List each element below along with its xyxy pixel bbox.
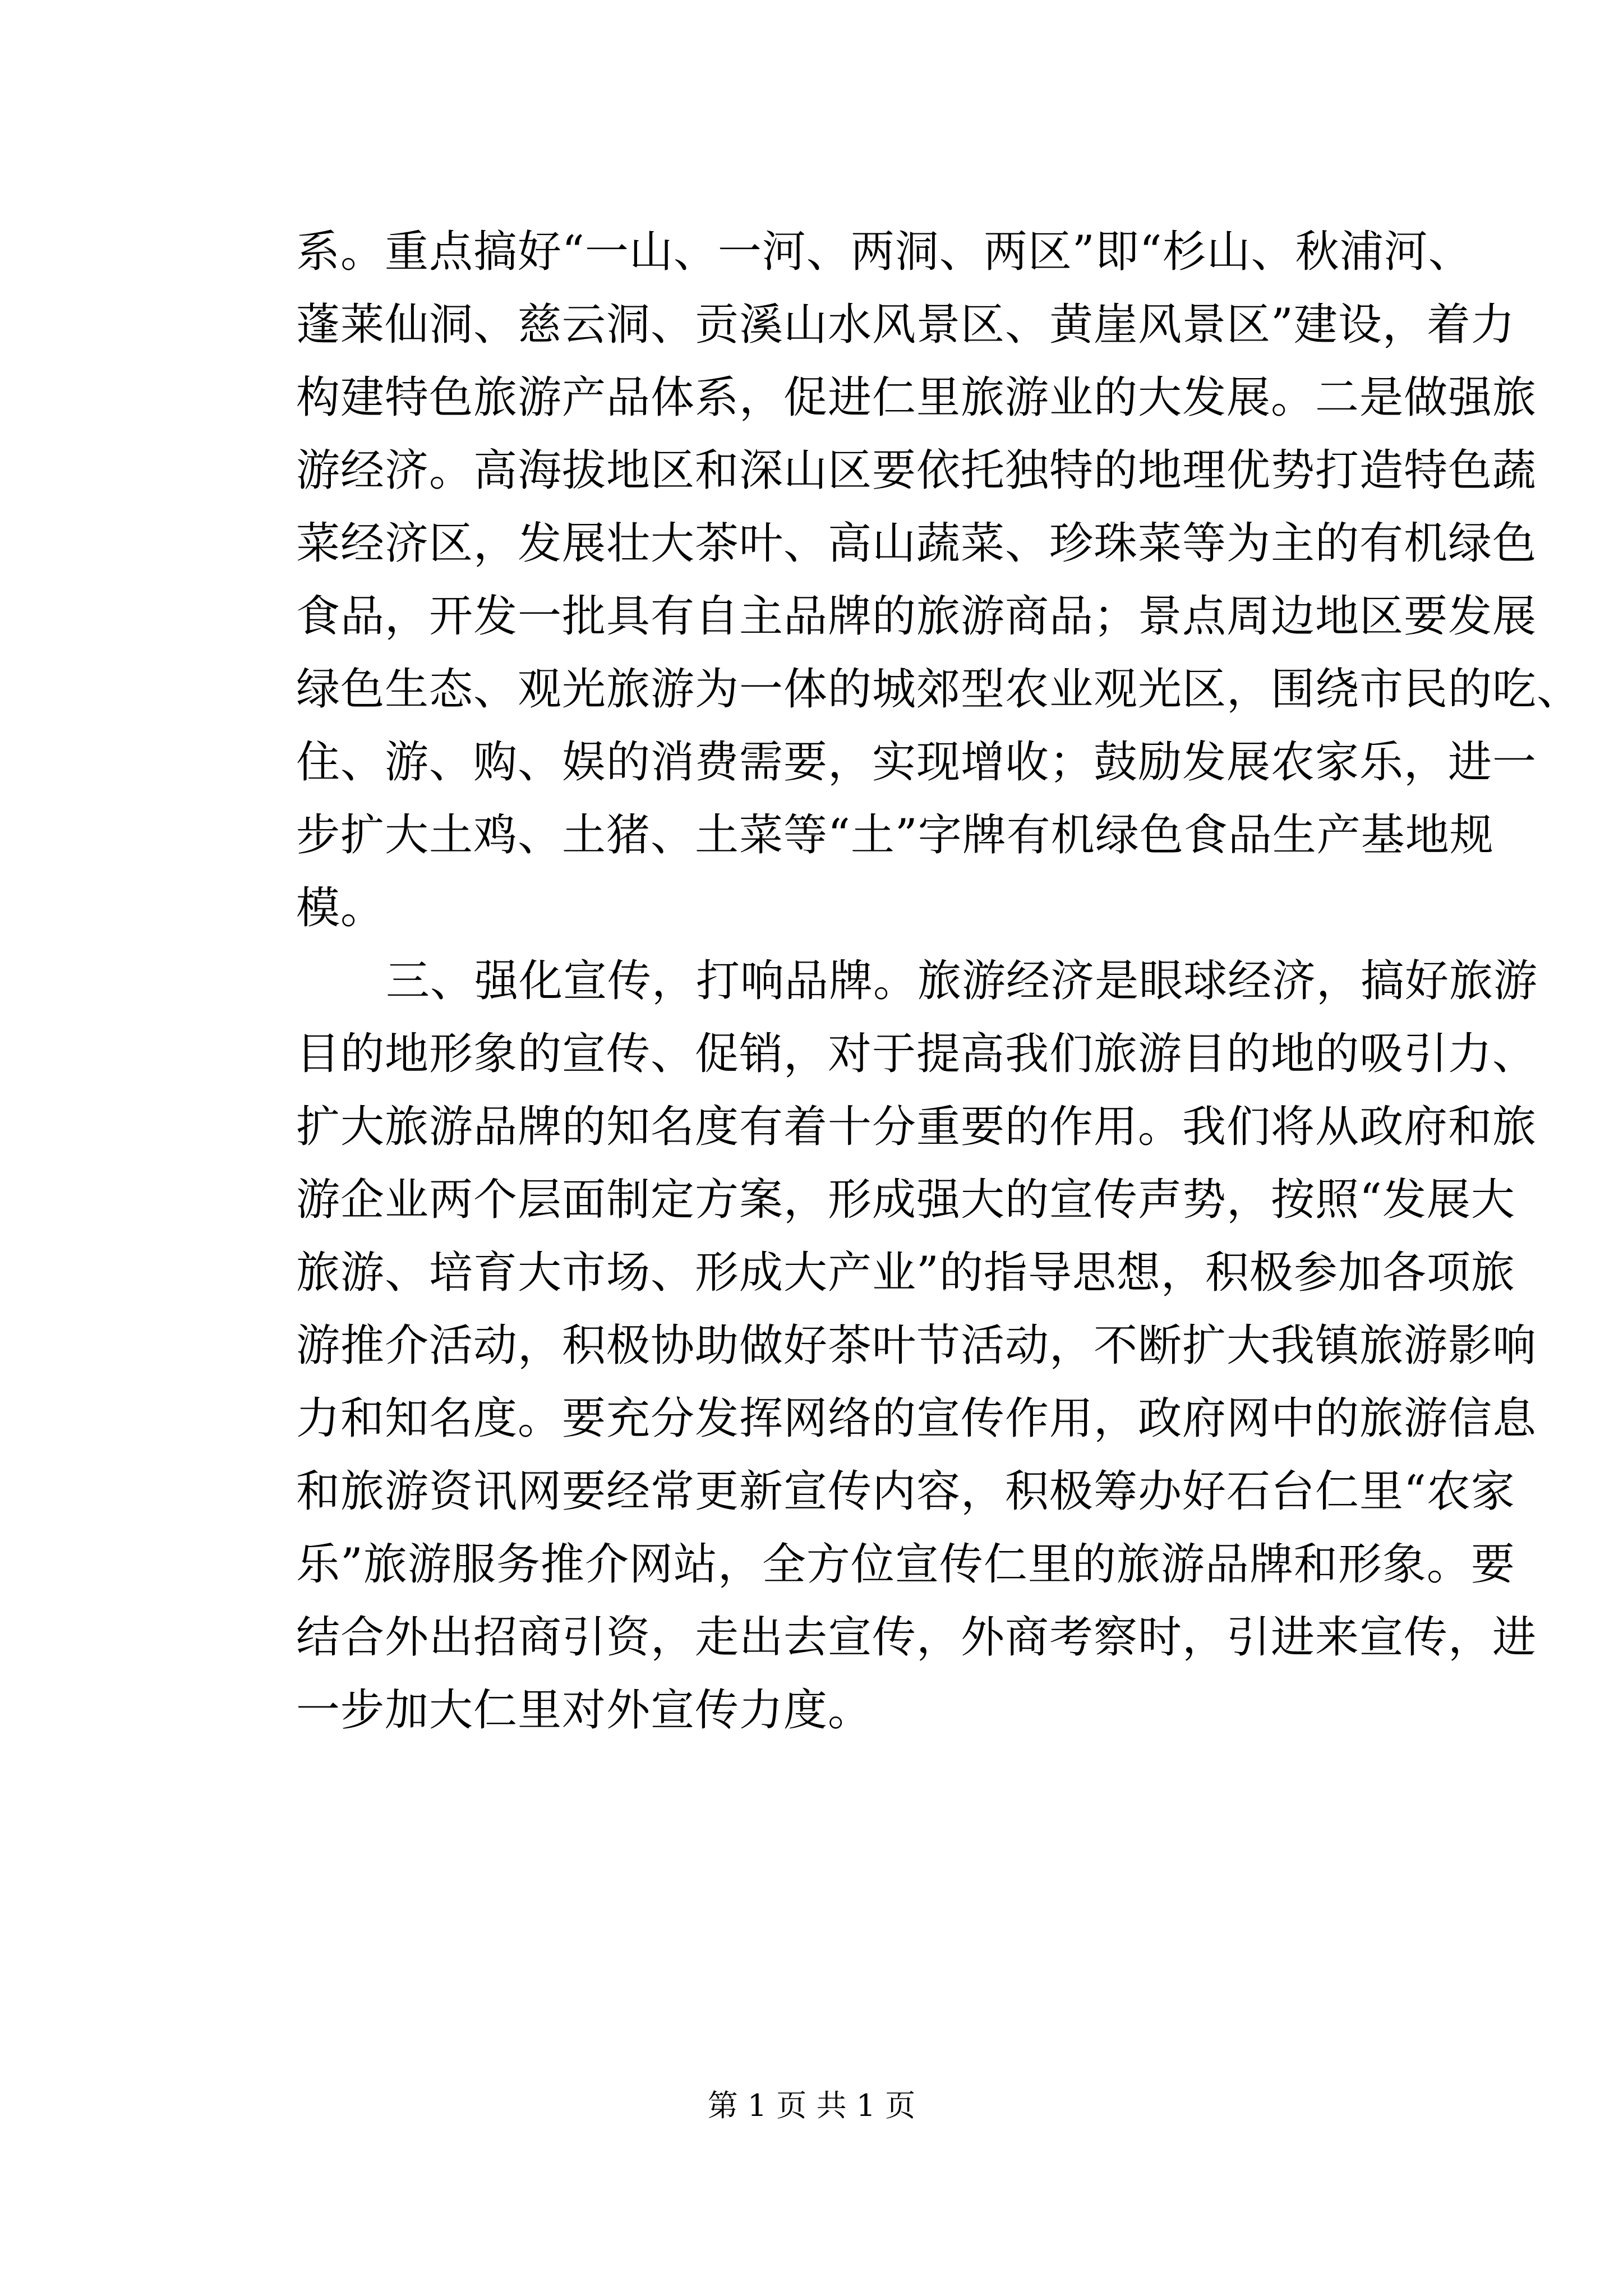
text-line: 步扩大土鸡、土猪、土菜等“土”字牌有机绿色食品生产基地规 <box>296 810 1494 861</box>
text-line: 和旅游资讯网要经常更新宣传内容，积极筹办好石台仁里“农家 <box>296 1466 1515 1517</box>
text-line: 扩大旅游品牌的知名度有着十分重要的作用。我们将从政府和旅 <box>296 1102 1537 1152</box>
text-line: 构建特色旅游产品体系，促进仁里旅游业的大发展。二是做强旅 <box>296 372 1537 423</box>
paragraph-heading-line: 三、强化宣传，打响品牌。旅游经济是眼球经济，搞好旅游 <box>386 956 1538 1006</box>
text-line: 蓬莱仙洞、慈云洞、贡溪山水风景区、黄崖风景区”建设，着力 <box>296 300 1515 350</box>
page-footer: 第 1 页 共 1 页 <box>707 2088 916 2123</box>
text-line: 游企业两个层面制定方案，形成强大的宣传声势，按照“发展大 <box>296 1175 1515 1225</box>
text-line: 系。重点搞好“一山、一河、两洞、两区”即“杉山、秋浦河、 <box>296 227 1473 277</box>
text-line: 力和知名度。要充分发挥网络的宣传作用，政府网中的旅游信息 <box>296 1393 1537 1444</box>
text-line: 食品，开发一批具有自主品牌的旅游商品；景点周边地区要发展 <box>296 591 1537 642</box>
text-line-paragraph-end: 模。 <box>296 883 385 933</box>
text-line: 目的地形象的宣传、促销，对于提高我们旅游目的地的吸引力、 <box>296 1029 1537 1079</box>
body-text <box>296 215 1581 1747</box>
text-line: 结合外出招商引资，走出去宣传，外商考察时，引进来宣传，进 <box>296 1612 1537 1663</box>
text-line: 绿色生态、观光旅游为一体的城郊型农业观光区，围绕市民的吃、 <box>296 664 1581 715</box>
text-line: 游推介活动，积极协助做好茶叶节活动，不断扩大我镇旅游影响 <box>296 1320 1537 1371</box>
text-line: 乐”旅游服务推介网站，全方位宣传仁里的旅游品牌和形象。要 <box>296 1539 1515 1590</box>
text-line: 游经济。高海拔地区和深山区要依托独特的地理优势打造特色蔬 <box>296 445 1537 496</box>
text-line-paragraph-end: 一步加大仁里对外宣传力度。 <box>296 1685 873 1736</box>
text-line: 住、游、购、娱的消费需要，实现增收；鼓励发展农家乐，进一 <box>296 737 1537 788</box>
text-line: 菜经济区，发展壮大茶叶、高山蔬菜、珍珠菜等为主的有机绿色 <box>296 518 1537 569</box>
text-line: 旅游、培育大市场、形成大产业”的指导思想，积极参加各项旅 <box>296 1248 1515 1298</box>
